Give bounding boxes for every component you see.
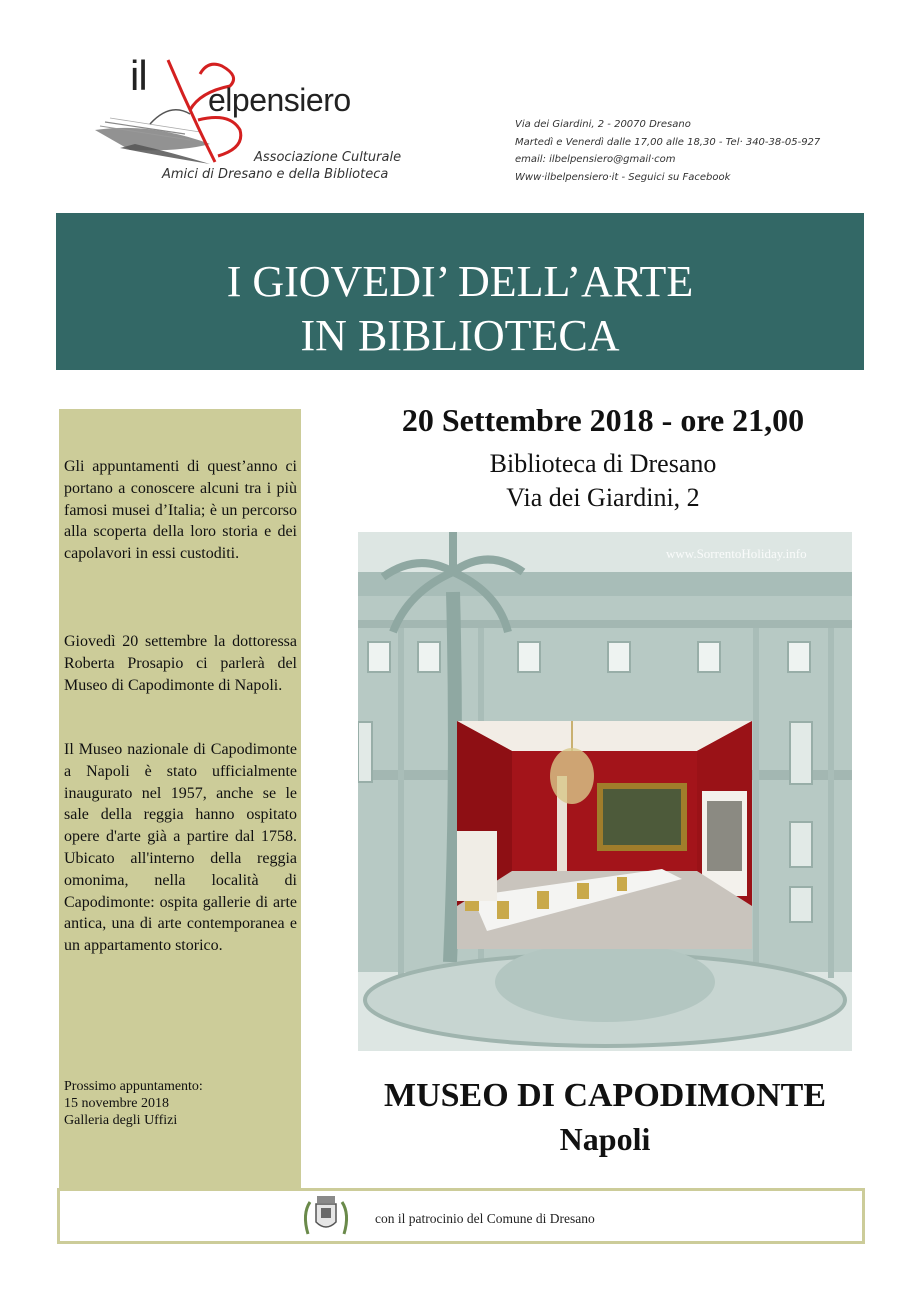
next-appointment xyxy=(64,1078,203,1129)
patronage-footer xyxy=(57,1188,865,1244)
logo-il: il xyxy=(130,52,147,99)
next-appointment-label: Prossimo appuntamento: xyxy=(64,1079,203,1094)
logo-subtitle: Associazione Culturale xyxy=(254,150,402,165)
logo-name: elpensiero xyxy=(208,82,351,118)
interior-illustration xyxy=(457,721,752,949)
photo-watermark: www.SorrentoHoliday.info xyxy=(666,546,807,561)
contact-hours: Martedì e Venerdì dalle 17,00 alle 18,30 - Tel· 340-38-05-927 xyxy=(515,136,821,148)
event-datetime: 20 Settembre 2018 - ore 21,00 xyxy=(401,402,805,438)
event-address: Via dei Giardini, 2 xyxy=(506,483,700,512)
contact-web[interactable]: Www·ilbelpensiero·it - Seguici su Facebook xyxy=(515,171,731,183)
contact-email[interactable]: email: ilbelpensiero@gmail·com xyxy=(515,154,676,165)
description-sidebar xyxy=(59,409,301,1189)
event-location xyxy=(303,447,903,515)
contact-address: Via dei Giardini, 2 - 20070 Dresano xyxy=(515,119,691,130)
banner-title-line2: IN BIBLIOTECA xyxy=(300,311,620,360)
association-logo xyxy=(90,52,420,192)
museum-name: MUSEO DI CAPODIMONTE xyxy=(383,1077,827,1114)
contact-block xyxy=(515,116,820,186)
speaker-paragraph: Giovedì 20 settembre la dottoressa Roberta Prosapio ci parlerà del Museo di Capodimonte di Napoli. xyxy=(64,633,297,694)
next-appointment-place: Galleria degli Uffizi xyxy=(64,1113,178,1128)
banner-title-line1: I GIOVEDI’ DELL’ARTE xyxy=(226,257,694,306)
next-appointment-date: 15 novembre 2018 xyxy=(64,1096,169,1111)
museum-city: Napoli xyxy=(559,1121,651,1157)
patronage-text: con il patrocinio del Comune di Dresano xyxy=(375,1211,595,1226)
event-venue: Biblioteca di Dresano xyxy=(489,449,717,478)
museum-interior-photo xyxy=(457,721,752,949)
intro-paragraph: Gli appuntamenti di quest’anno ci portano a conoscere alcuni tra i più famosi musei d’Italia; è un percorso alla scoperta della loro storia e dei capolavori in essi custoditi. xyxy=(64,458,297,563)
title-banner xyxy=(56,213,864,370)
museum-paragraph: Il Museo nazionale di Capodimonte a Napoli è stato ufficialmente inaugurato nel 1957, anche se le sale della reggia hanno ospitato opere d'arte già a partire dal 1758. Ubicato all'interno della reggia omonima, nella località di Capodimonte: ospita gallerie di arte antica, una di arte contemporanea e un appartamento storico. xyxy=(64,741,297,955)
logo-subtitle-2: Amici di Dresano e della Biblioteca xyxy=(162,167,389,182)
municipal-crest-icon xyxy=(300,1194,352,1238)
